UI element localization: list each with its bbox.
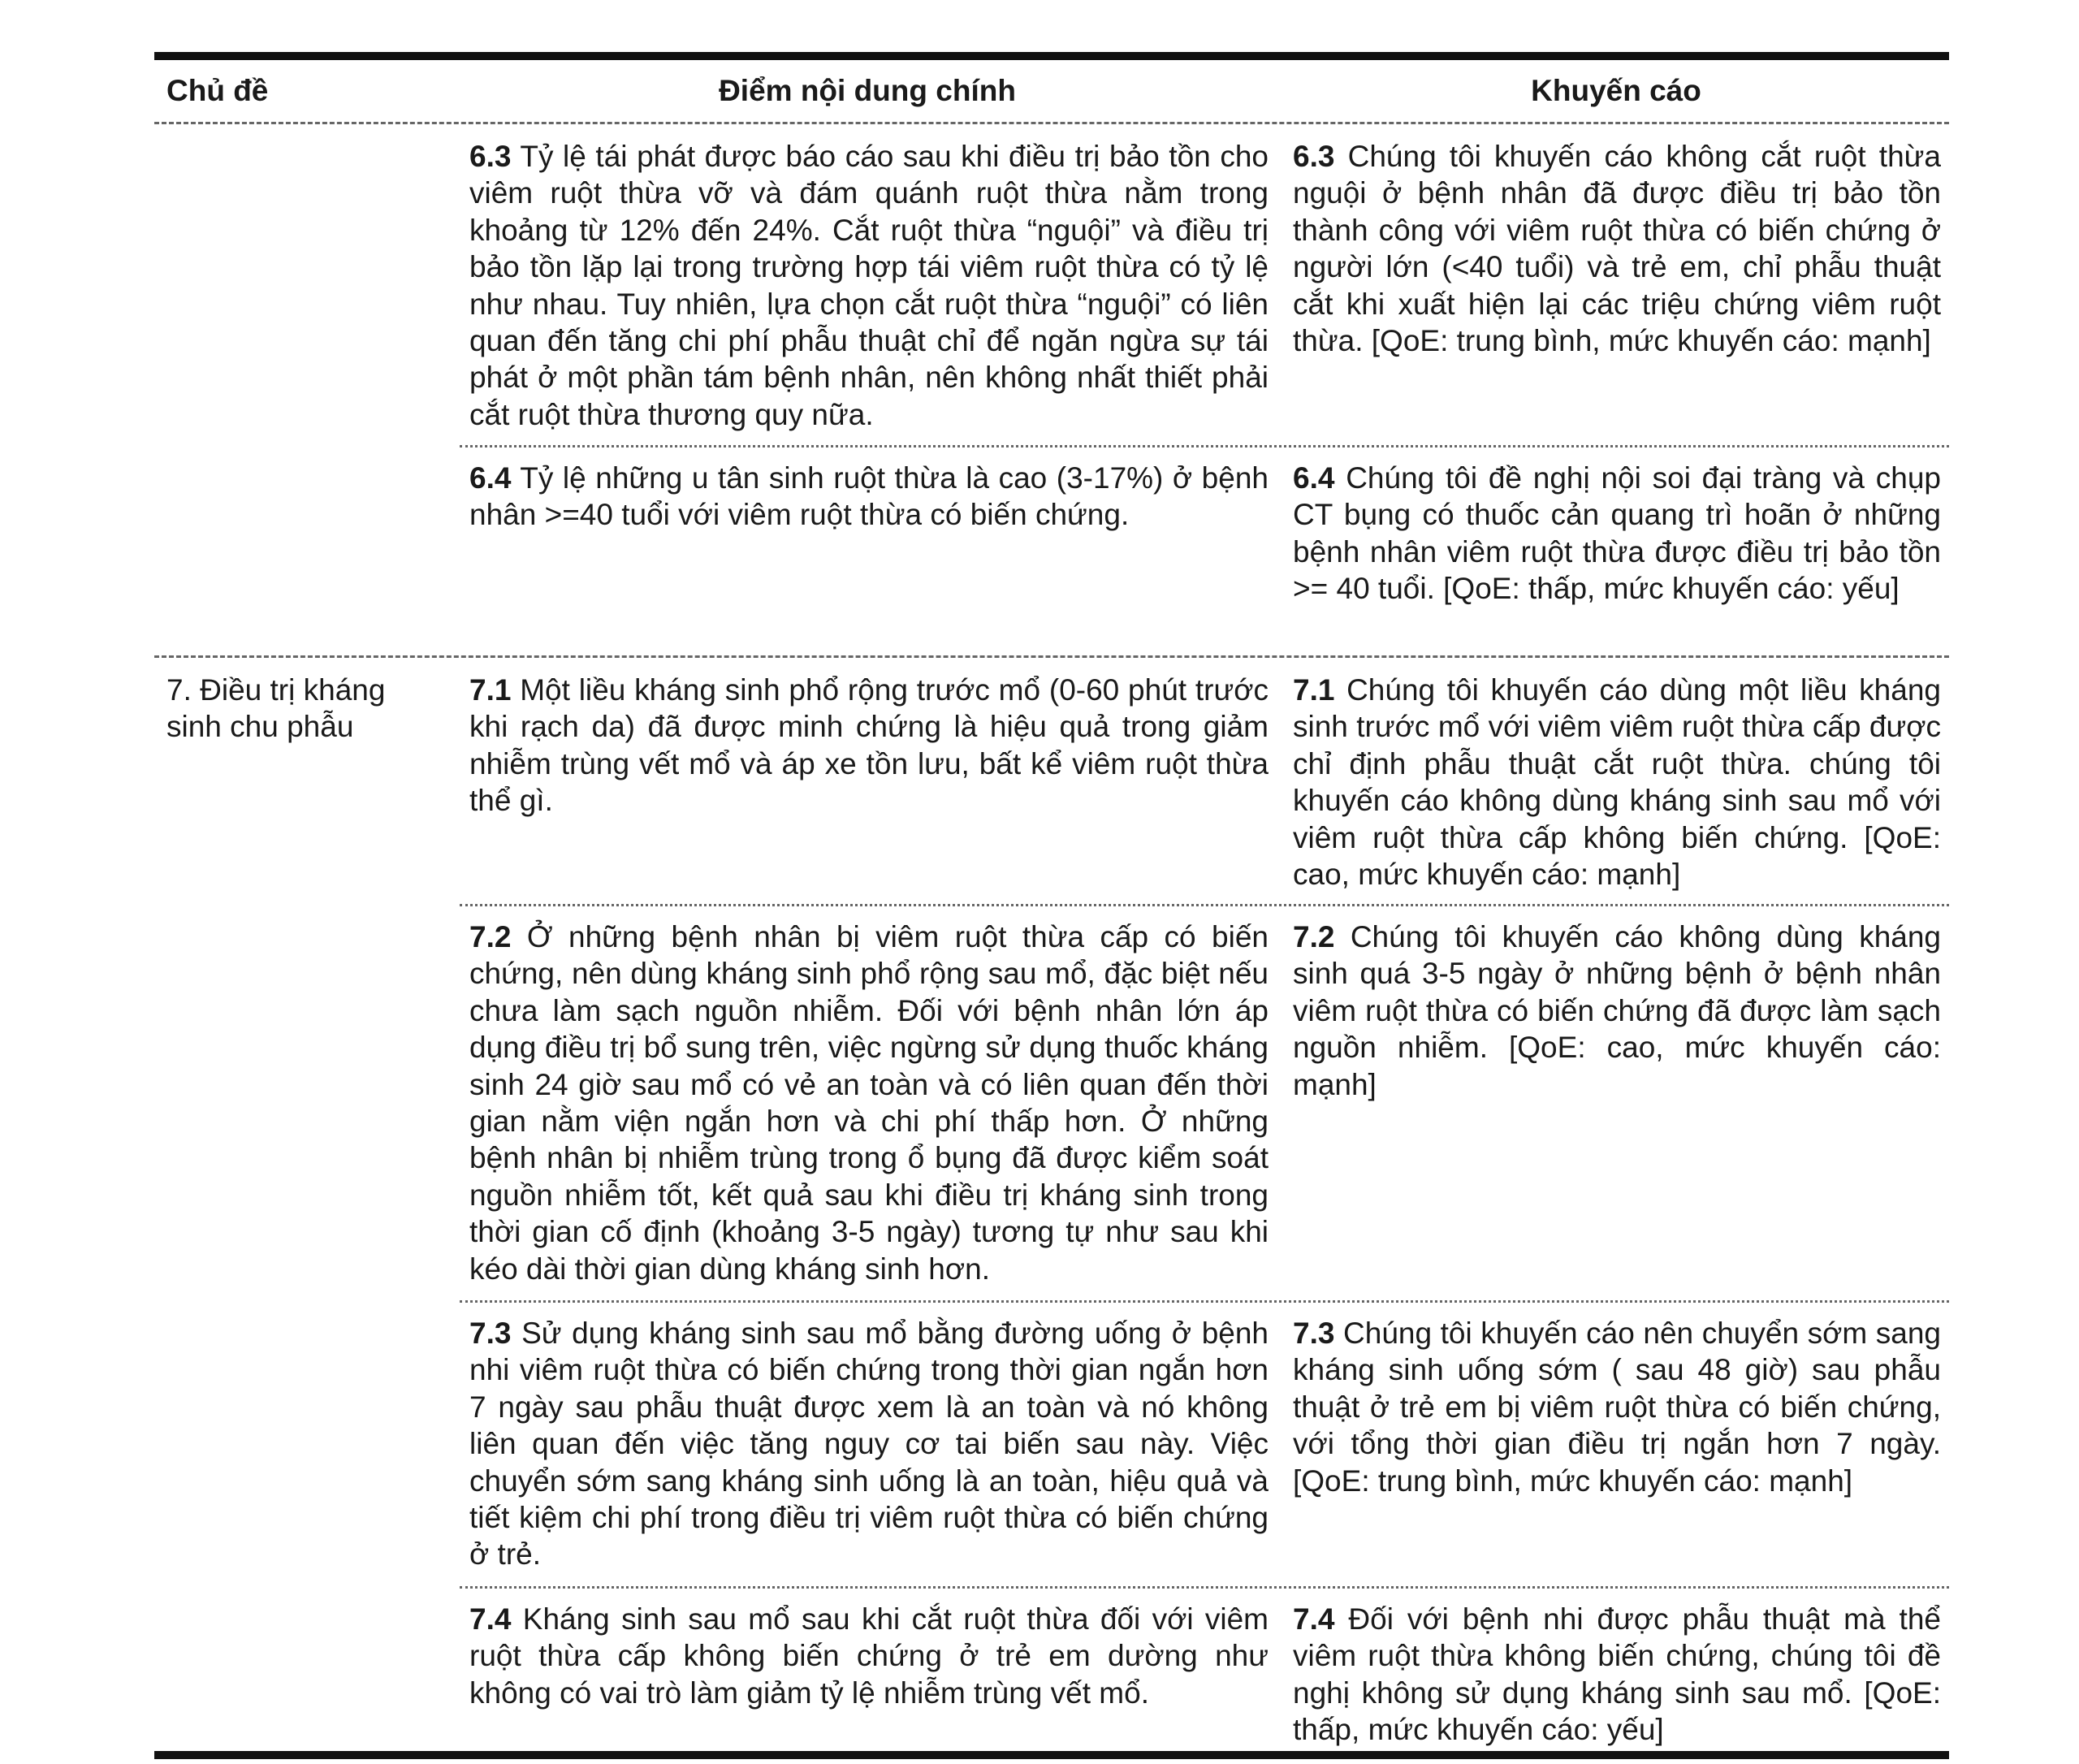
recommendation-text: Chúng tôi khuyến cáo dùng một liều kháng sinh trước mổ với viêm viêm ruột thừa cấp được chỉ định phẫu thuật cắt ruột thừa. chúng tôi khuyến cáo không dùng kháng sinh sau mổ với viêm ruột thừa cấp không biến chứng. [QoE: cao, mức khuyến cáo: mạnh]	[1293, 673, 1941, 892]
recommendation-number: 6.3	[1293, 140, 1335, 173]
topic-7-label: 7. Điều trị kháng sinh chu phẫu	[166, 673, 386, 744]
recommendation-text: Chúng tôi khuyến cáo không dùng kháng sinh quá 3-5 ngày ở những bệnh ở bệnh nhân viêm ruột thừa có biến chứng đã được làm sạch nguồn nhiễm. [QoE: cao, mức khuyến cáo: mạnh]	[1293, 920, 1942, 1101]
key-point-text: Sử dụng kháng sinh sau mổ bằng đường uống ở bệnh nhi viêm ruột thừa có biến chứng trong thời gian ngắn hơn 7 ngày sau phẫu thuật được xem là an toàn và nó không liên quan đến việc tăng nguy cơ tai biến sau này. Việc chuyển sớm sang kháng sinh uống là an toàn, hiệu quả và tiết kiệm chi phí trong điều trị viêm ruột thừa có biến chứng ở trẻ.	[469, 1317, 1269, 1572]
recommendation-number: 7.2	[1293, 920, 1335, 953]
recommendation-7-3	[1293, 1315, 1941, 1499]
key-point-7-4	[469, 1601, 1269, 1711]
table-top-rule	[154, 52, 1949, 60]
recommendation-number: 7.1	[1293, 673, 1335, 707]
header-topic: Chủ đề	[166, 74, 269, 107]
section-divider	[154, 655, 1949, 658]
row-divider	[460, 1300, 1949, 1303]
key-point-text: Kháng sinh sau mổ sau khi cắt ruột thừa đối với viêm ruột thừa cấp không biến chứng ở trẻ em dường như không có vai trò làm giảm tỷ lệ nhiễm trùng vết mổ.	[469, 1602, 1269, 1710]
header-divider	[154, 122, 1949, 124]
recommendation-text: Chúng tôi khuyến cáo nên chuyển sớm sang kháng sinh uống sớm ( sau 48 giờ) sau phẫu thuật ở trẻ em bị viêm ruột thừa có biến chứng, với tổng thời gian điều trị ngắn hơn 7 ngày. [QoE: trung bình, mức khuyến cáo: mạnh]	[1293, 1317, 1941, 1498]
recommendation-text: Chúng tôi đề nghị nội soi đại tràng và chụp CT bụng có thuốc cản quang trì hoãn ở những bệnh nhân viêm ruột thừa được điều trị bảo tồn >= 40 tuổi. [QoE: thấp, mức khuyến cáo: yếu]	[1293, 461, 1941, 606]
row-divider	[460, 1586, 1949, 1589]
key-point-text: Một liều kháng sinh phổ rộng trước mổ (0-60 phút trước khi rạch da) đã được minh chứng là hiệu quả trong giảm nhiễm trùng vết mổ và áp xe tồn lưu, bất kể viêm ruột thừa thể gì.	[469, 673, 1269, 818]
key-point-text: Ở những bệnh nhân bị viêm ruột thừa cấp có biến chứng, nên dùng kháng sinh phổ rộng sau mổ, đặc biệt nếu chưa làm sạch nguồn nhiễm. Đối với bệnh nhân lớn áp dụng điều trị bổ sung trên, việc ngừng sử dụng thuốc kháng sinh 24 giờ sau mổ có vẻ an toàn và có liên quan đến thời gian nằm viện ngắn hơn và chi phí thấp hơn. Ở những bệnh nhân bị nhiễm trùng trong ổ bụng đã được kiểm soát nguồn nhiễm tốt, kết quả sau khi điều trị kháng sinh trong thời gian cố định (khoảng 3-5 ngày) tương tự như sau khi kéo dài thời gian dùng kháng sinh hơn.	[469, 920, 1269, 1286]
table-bottom-rule	[154, 1751, 1949, 1759]
key-point-number: 7.1	[469, 673, 512, 707]
recommendation-number: 6.4	[1293, 461, 1335, 495]
recommendation-6-4	[1293, 460, 1941, 607]
recommendation-7-2	[1293, 919, 1941, 1103]
recommendation-6-3	[1293, 138, 1941, 359]
key-point-number: 7.3	[469, 1317, 512, 1350]
row-divider	[460, 904, 1949, 906]
key-point-text: Tỷ lệ những u tân sinh ruột thừa là cao (3-17%) ở bệnh nhân >=40 tuổi với viêm ruột thừa có biến chứng.	[469, 461, 1269, 532]
key-point-7-1	[469, 672, 1269, 819]
key-point-7-3	[469, 1315, 1269, 1573]
row-divider	[460, 445, 1949, 447]
header-recommendation: Khuyến cáo	[1531, 74, 1701, 107]
key-point-7-2	[469, 919, 1269, 1287]
recommendation-number: 7.3	[1293, 1317, 1335, 1350]
key-point-number: 7.2	[469, 920, 512, 953]
recommendation-7-4	[1293, 1601, 1941, 1749]
key-point-6-3	[469, 138, 1269, 433]
recommendation-text: Đối với bệnh nhi được phẫu thuật mà thể viêm ruột thừa không biến chứng, chúng tôi đề nghị không sử dụng kháng sinh sau mổ. [QoE: thấp, mức khuyến cáo: yếu]	[1293, 1602, 1941, 1747]
key-point-6-4	[469, 460, 1269, 534]
key-point-number: 7.4	[469, 1602, 512, 1636]
key-point-text: Tỷ lệ tái phát được báo cáo sau khi điều trị bảo tồn cho viêm ruột thừa vỡ và đám quánh ruột thừa nằm trong khoảng từ 12% đến 24%. Cắt ruột thừa “nguội” và điều trị bảo tồn lặp lại trong trường hợp tái viêm ruột thừa có tỷ lệ như nhau. Tuy nhiên, lựa chọn cắt ruột thừa “nguội” có liên quan đến tăng chi phí phẫu thuật chỉ để ngăn ngừa sự tái phát ở một phần tám bệnh nhân, nên không nhất thiết phải cắt ruột thừa thương quy nữa.	[469, 140, 1269, 431]
header-key-points: Điểm nội dung chính	[719, 74, 1016, 107]
key-point-number: 6.3	[469, 140, 512, 173]
recommendation-7-1	[1293, 672, 1941, 893]
key-point-number: 6.4	[469, 461, 512, 495]
recommendation-number: 7.4	[1293, 1602, 1335, 1636]
recommendation-text: Chúng tôi khuyến cáo không cắt ruột thừa nguội ở bệnh nhân đã được điều trị bảo tồn thành công với viêm ruột thừa có biến chứng ở người lớn (<40 tuổi) và trẻ em, chỉ phẫu thuật cắt khi xuất hiện lại các triệu chứng viêm ruột thừa. [QoE: trung bình, mức khuyến cáo: mạnh]	[1293, 140, 1941, 358]
